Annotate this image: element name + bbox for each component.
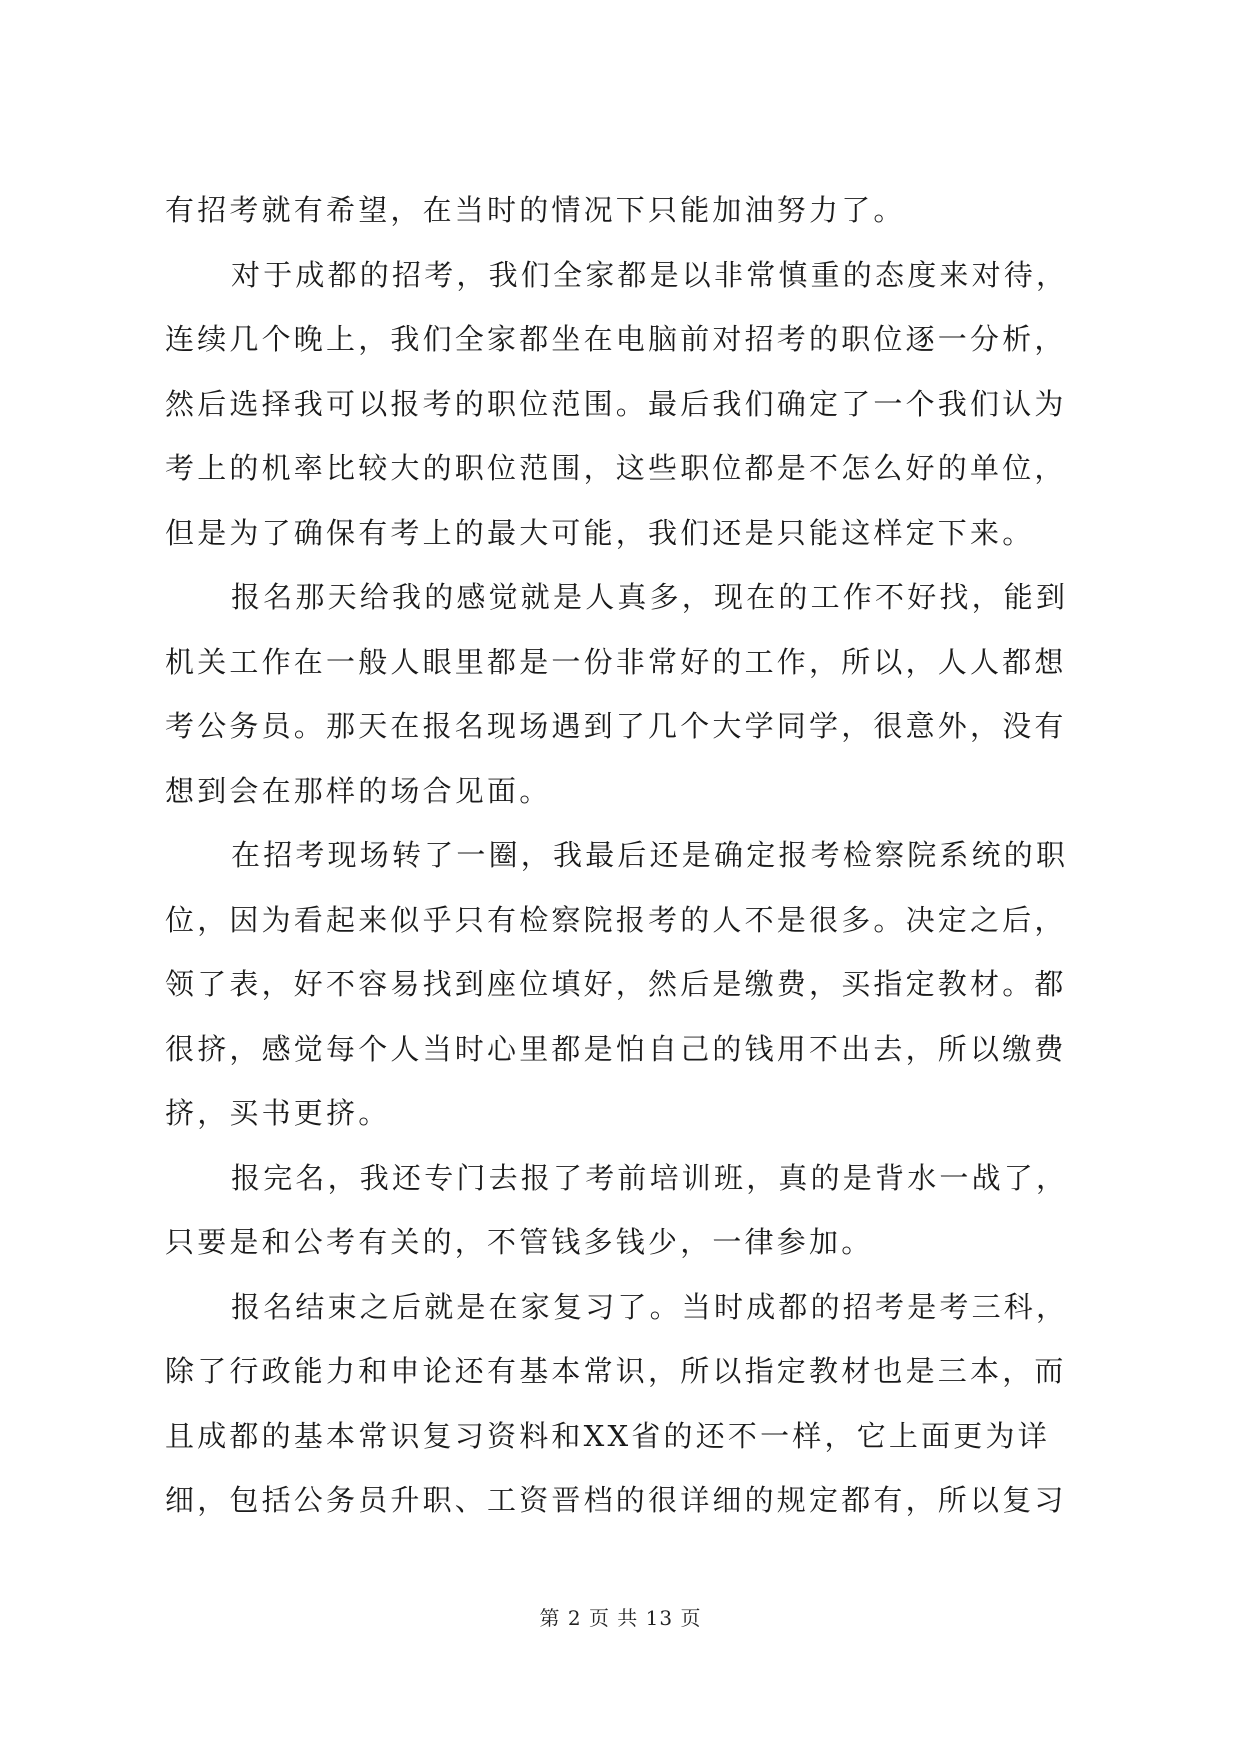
text-line: 报名结束之后就是在家复习了。当时成都的招考是考三科， [231, 1289, 1069, 1324]
text-line: 对于成都的招考，我们全家都是以非常慎重的态度来对待， [231, 257, 1069, 292]
text-line: 有招考就有希望，在当时的情况下只能加油努力了。 [165, 193, 906, 227]
text-line: 在招考现场转了一圈，我最后还是确定报考检察院系统的职 [231, 838, 1069, 872]
text-line: 想到会在那样的场合见面。 [165, 773, 552, 808]
document-body [165, 178, 1085, 1533]
text-line: 领了表，好不容易找到座位填好，然后是缴费，买指定教材。都 [165, 967, 1067, 1001]
text-line: 挤，买书更挤。 [165, 1096, 391, 1130]
text-line: 只要是和公考有关的，不管钱多钱少，一律参加。 [165, 1225, 874, 1259]
text-line: 报完名，我还专门去报了考前培训班，真的是背水一战了， [231, 1160, 1069, 1195]
text-line: 报名那天给我的感觉就是人真多，现在的工作不好找，能到 [231, 580, 1069, 614]
text-line: 位，因为看起来似乎只有检察院报考的人不是很多。决定之后， [165, 902, 1067, 937]
text-line: 很挤，感觉每个人当时心里都是怕自己的钱用不出去，所以缴费 [165, 1031, 1067, 1066]
text-line: 考公务员。那天在报名现场遇到了几个大学同学，很意外，没有 [165, 709, 1067, 743]
text-line: 连续几个晚上，我们全家都坐在电脑前对招考的职位逐一分析， [165, 322, 1067, 356]
text-line: 机关工作在一般人眼里都是一份非常好的工作，所以，人人都想 [165, 644, 1067, 679]
text-line: 考上的机率比较大的职位范围，这些职位都是不怎么好的单位， [165, 451, 1067, 485]
page-number-footer: 第 2 页 共 13 页 [539, 1606, 702, 1630]
text-line: 且成都的基本常识复习资料和XX省的还不一样，它上面更为详 [165, 1418, 1050, 1453]
text-line: 细，包括公务员升职、工资晋档的很详细的规定都有，所以复习 [165, 1483, 1067, 1517]
text-line: 但是为了确保有考上的最大可能，我们还是只能这样定下来。 [165, 515, 1035, 550]
text-line: 然后选择我可以报考的职位范围。最后我们确定了一个我们认为 [165, 386, 1067, 421]
text-line: 除了行政能力和申论还有基本常识，所以指定教材也是三本，而 [165, 1354, 1067, 1388]
